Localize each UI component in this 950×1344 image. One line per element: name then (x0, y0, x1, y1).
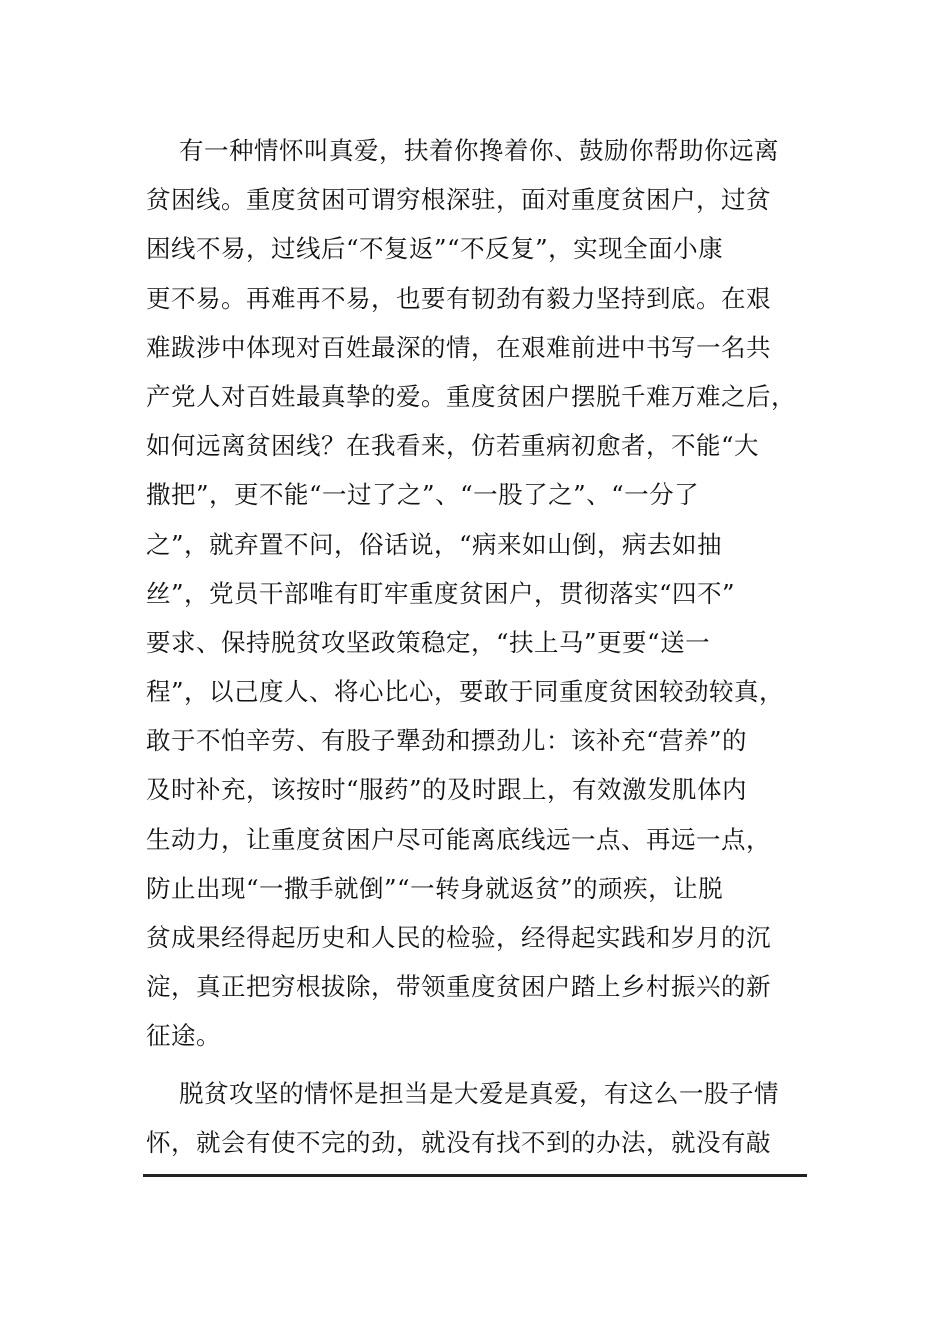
paragraph-1-line: 有一种情怀叫真爱，扶着你搀着你、鼓励你帮助你远离 (179, 136, 779, 165)
paragraph-1-line: 贫成果经得起历史和人民的检验，经得起实践和岁月的沉 (146, 923, 771, 952)
paragraph-1-line: 敢于不怕辛劳、有股子犟劲和摽劲儿：该补充“营养”的 (146, 726, 748, 756)
paragraph-1-line: 撒把”，更不能“一过了之”、“一股了之”、“一分了 (146, 480, 700, 510)
paragraph-gap (146, 1061, 806, 1069)
paragraph-1-line: 丝”，党员干部唯有盯牢重度贫困户，贯彻落实“四不” (146, 578, 736, 608)
paragraph-1-line: 难跋涉中体现对百姓最深的情，在艰难前进中书写一名共 (146, 332, 771, 362)
body-text (146, 126, 806, 1167)
paragraph-1 (146, 126, 806, 1061)
paragraph-1-line: 产党人对百姓最真挚的爱。重度贫困户摆脱千难万难之后， (146, 381, 796, 411)
footer-divider (143, 1174, 807, 1177)
paragraph-1-line: 及时补充，该按时“服药”的及时跟上，有效激发肌体内 (146, 775, 748, 805)
paragraph-1-line: 要求、保持脱贫攻坚政策稳定，“扶上马”更要“送一 (146, 627, 711, 657)
paragraph-1-line: 贫困线。重度贫困可谓穷根深驻，面对重度贫困户，过贫 (146, 185, 771, 215)
paragraph-1-line: 更不易。再难再不易，也要有韧劲有毅力坚持到底。在艰 (146, 283, 771, 313)
paragraph-2-line: 脱贫攻坚的情怀是担当是大爱是真爱，有这么一股子情 (179, 1078, 779, 1108)
paragraph-1-line: 程”，以己度人、将心比心，要敢于同重度贫困较劲较真， (146, 677, 785, 707)
paragraph-1-line: 之”，就弃置不问，俗话说，“病来如山倒，病去如抽 (146, 529, 723, 559)
paragraph-1-line: 如何远离贫困线？在我看来，仿若重病初愈者，不能“大 (146, 431, 760, 461)
paragraph-2-line: 怀，就会有使不完的劲，就没有找不到的办法，就没有敲 (146, 1127, 771, 1157)
paragraph-2 (146, 1069, 806, 1167)
paragraph-1-line: 征途。 (146, 1021, 221, 1051)
paragraph-1-line: 困线不易，过线后“不复返”“不反复”，实现全面小康 (146, 234, 724, 264)
paragraph-1-line: 生动力，让重度贫困户尽可能离底线远一点、再远一点， (146, 824, 771, 854)
paragraph-1-line: 防止出现“一撒手就倒”“一转身就返贫”的顽疾，让脱 (146, 873, 724, 903)
paragraph-1-line: 淀，真正把穷根拔除，带领重度贫困户踏上乡村振兴的新 (146, 972, 771, 1002)
